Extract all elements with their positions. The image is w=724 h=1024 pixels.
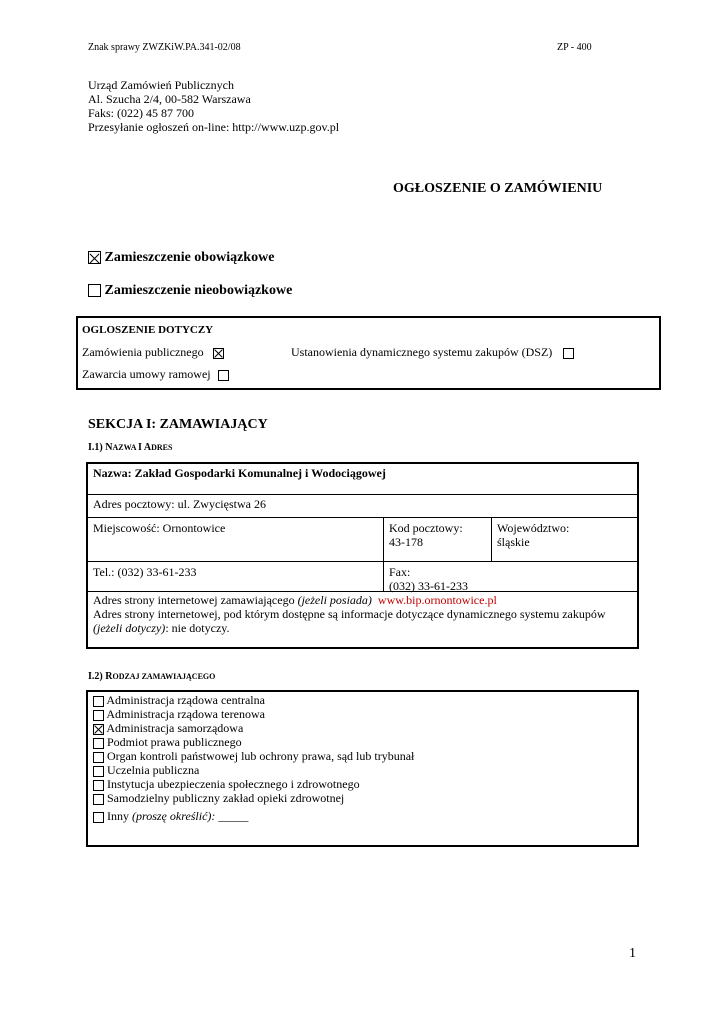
optional-label: Zamieszczenie nieobowiązkowe — [104, 283, 293, 298]
office-online: Przesyłanie ogłoszeń on-line: http://www.uzp.gov.pl — [88, 120, 340, 134]
web-info — [93, 593, 633, 635]
public-order-checkbox[interactable] — [213, 348, 224, 359]
contracting-authority-name: Nazwa: Zakład Gospodarki Komunalnej i Wodociągowej — [93, 466, 386, 480]
authority-type-checkbox[interactable] — [93, 710, 104, 721]
office-street: Al. Szucha 2/4, 00-582 Warszawa — [88, 92, 251, 106]
fax-cell — [389, 565, 468, 593]
other-checkbox[interactable] — [93, 812, 104, 823]
subsection-heading-authority-type: I.2) RODZAJ ZAMAWIAJĄCEGO — [88, 671, 216, 682]
other-blank[interactable]: _____ — [218, 809, 249, 823]
authority-type-item[interactable]: Administracja rządowa centralna — [93, 693, 414, 707]
postcode-value: 43-178 — [389, 535, 423, 549]
case-number: Znak sprawy ZWZKiW.PA.341-02/08 — [88, 42, 241, 53]
website-row: Adres strony internetowej zamawiającego (jeżeli posiada) www.bip.ornontowice.pl — [93, 593, 497, 607]
authority-type-other[interactable]: Inny (proszę określić): _____ — [93, 809, 414, 823]
authority-type-item[interactable]: Organ kontroli państwowej lub ochrony prawa, sąd lub trybunał — [93, 749, 414, 763]
authority-type-checkbox[interactable] — [93, 738, 104, 749]
optional-option[interactable] — [88, 283, 292, 299]
authority-type-item[interactable]: Instytucja ubezpieczenia społecznego i zdrowotnego — [93, 777, 414, 791]
public-order-option[interactable] — [82, 345, 224, 359]
form-code: ZP - 400 — [557, 42, 592, 53]
dsz-website-value: (jeżeli dotyczy): nie dotyczy. — [93, 621, 230, 635]
authority-type-item[interactable]: Podmiot prawa publicznego — [93, 735, 414, 749]
framework-option[interactable] — [82, 367, 229, 381]
fax-label: Fax: — [389, 565, 411, 579]
office-fax: Faks: (022) 45 87 700 — [88, 106, 194, 120]
page-number: 1 — [629, 946, 636, 961]
optional-checkbox[interactable] — [88, 284, 101, 297]
section-heading: SEKCJA I: ZAMAWIAJĄCY — [88, 417, 268, 432]
authority-type-list — [93, 693, 414, 823]
authority-type-checkbox[interactable] — [93, 724, 104, 735]
mandatory-option[interactable] — [88, 250, 274, 266]
postcode-cell — [389, 521, 463, 549]
framework-checkbox[interactable] — [218, 370, 229, 381]
voivodeship-label: Województwo: — [497, 521, 570, 535]
dsz-checkbox[interactable] — [563, 348, 574, 359]
office-name: Urząd Zamówień Publicznych — [88, 78, 234, 92]
authority-type-checkbox[interactable] — [93, 752, 104, 763]
subsection-heading-name-address: I.1) NAZWA I ADRES — [88, 442, 173, 453]
authority-type-item[interactable]: Uczelnia publiczna — [93, 763, 414, 777]
city: Miejscowość: Ornontowice — [93, 521, 226, 535]
framework-label: Zawarcia umowy ramowej — [82, 367, 211, 381]
authority-type-checkbox[interactable] — [93, 794, 104, 805]
dsz-website-row: Adres strony internetowej, pod którym dostępne są informacje dotyczące dynamicznego systemu zakupów — [93, 607, 606, 621]
public-order-label: Zamówienia publicznego — [82, 345, 204, 359]
page-title: OGŁOSZENIE O ZAMÓWIENIU — [393, 181, 603, 196]
dsz-option[interactable] — [291, 345, 574, 359]
dsz-label: Ustanowienia dynamicznego systemu zakupów (DSZ) — [291, 345, 553, 359]
authority-type-item[interactable]: Administracja samorządowa — [93, 721, 414, 735]
voivodeship-value: śląskie — [497, 535, 530, 549]
office-address — [88, 78, 339, 134]
authority-type-item[interactable]: Administracja rządowa terenowa — [93, 707, 414, 721]
website-link[interactable]: www.bip.ornontowice.pl — [377, 593, 497, 607]
postcode-label: Kod pocztowy: — [389, 521, 463, 535]
authority-type-item[interactable]: Samodzielny publiczny zakład opieki zdrowotnej — [93, 791, 414, 805]
mandatory-checkbox[interactable] — [88, 251, 101, 264]
authority-type-checkbox[interactable] — [93, 766, 104, 777]
authority-type-checkbox[interactable] — [93, 696, 104, 707]
authority-type-checkbox[interactable] — [93, 780, 104, 791]
telephone: Tel.: (032) 33-61-233 — [93, 565, 197, 579]
voivodeship-cell — [497, 521, 569, 549]
postal-address: Adres pocztowy: ul. Zwycięstwa 26 — [93, 497, 266, 511]
notice-concerns-heading: OGLOSZENIE DOTYCZY — [82, 324, 214, 336]
mandatory-label: Zamieszczenie obowiązkowe — [104, 250, 275, 265]
fax-value: (032) 33-61-233 — [389, 579, 468, 593]
